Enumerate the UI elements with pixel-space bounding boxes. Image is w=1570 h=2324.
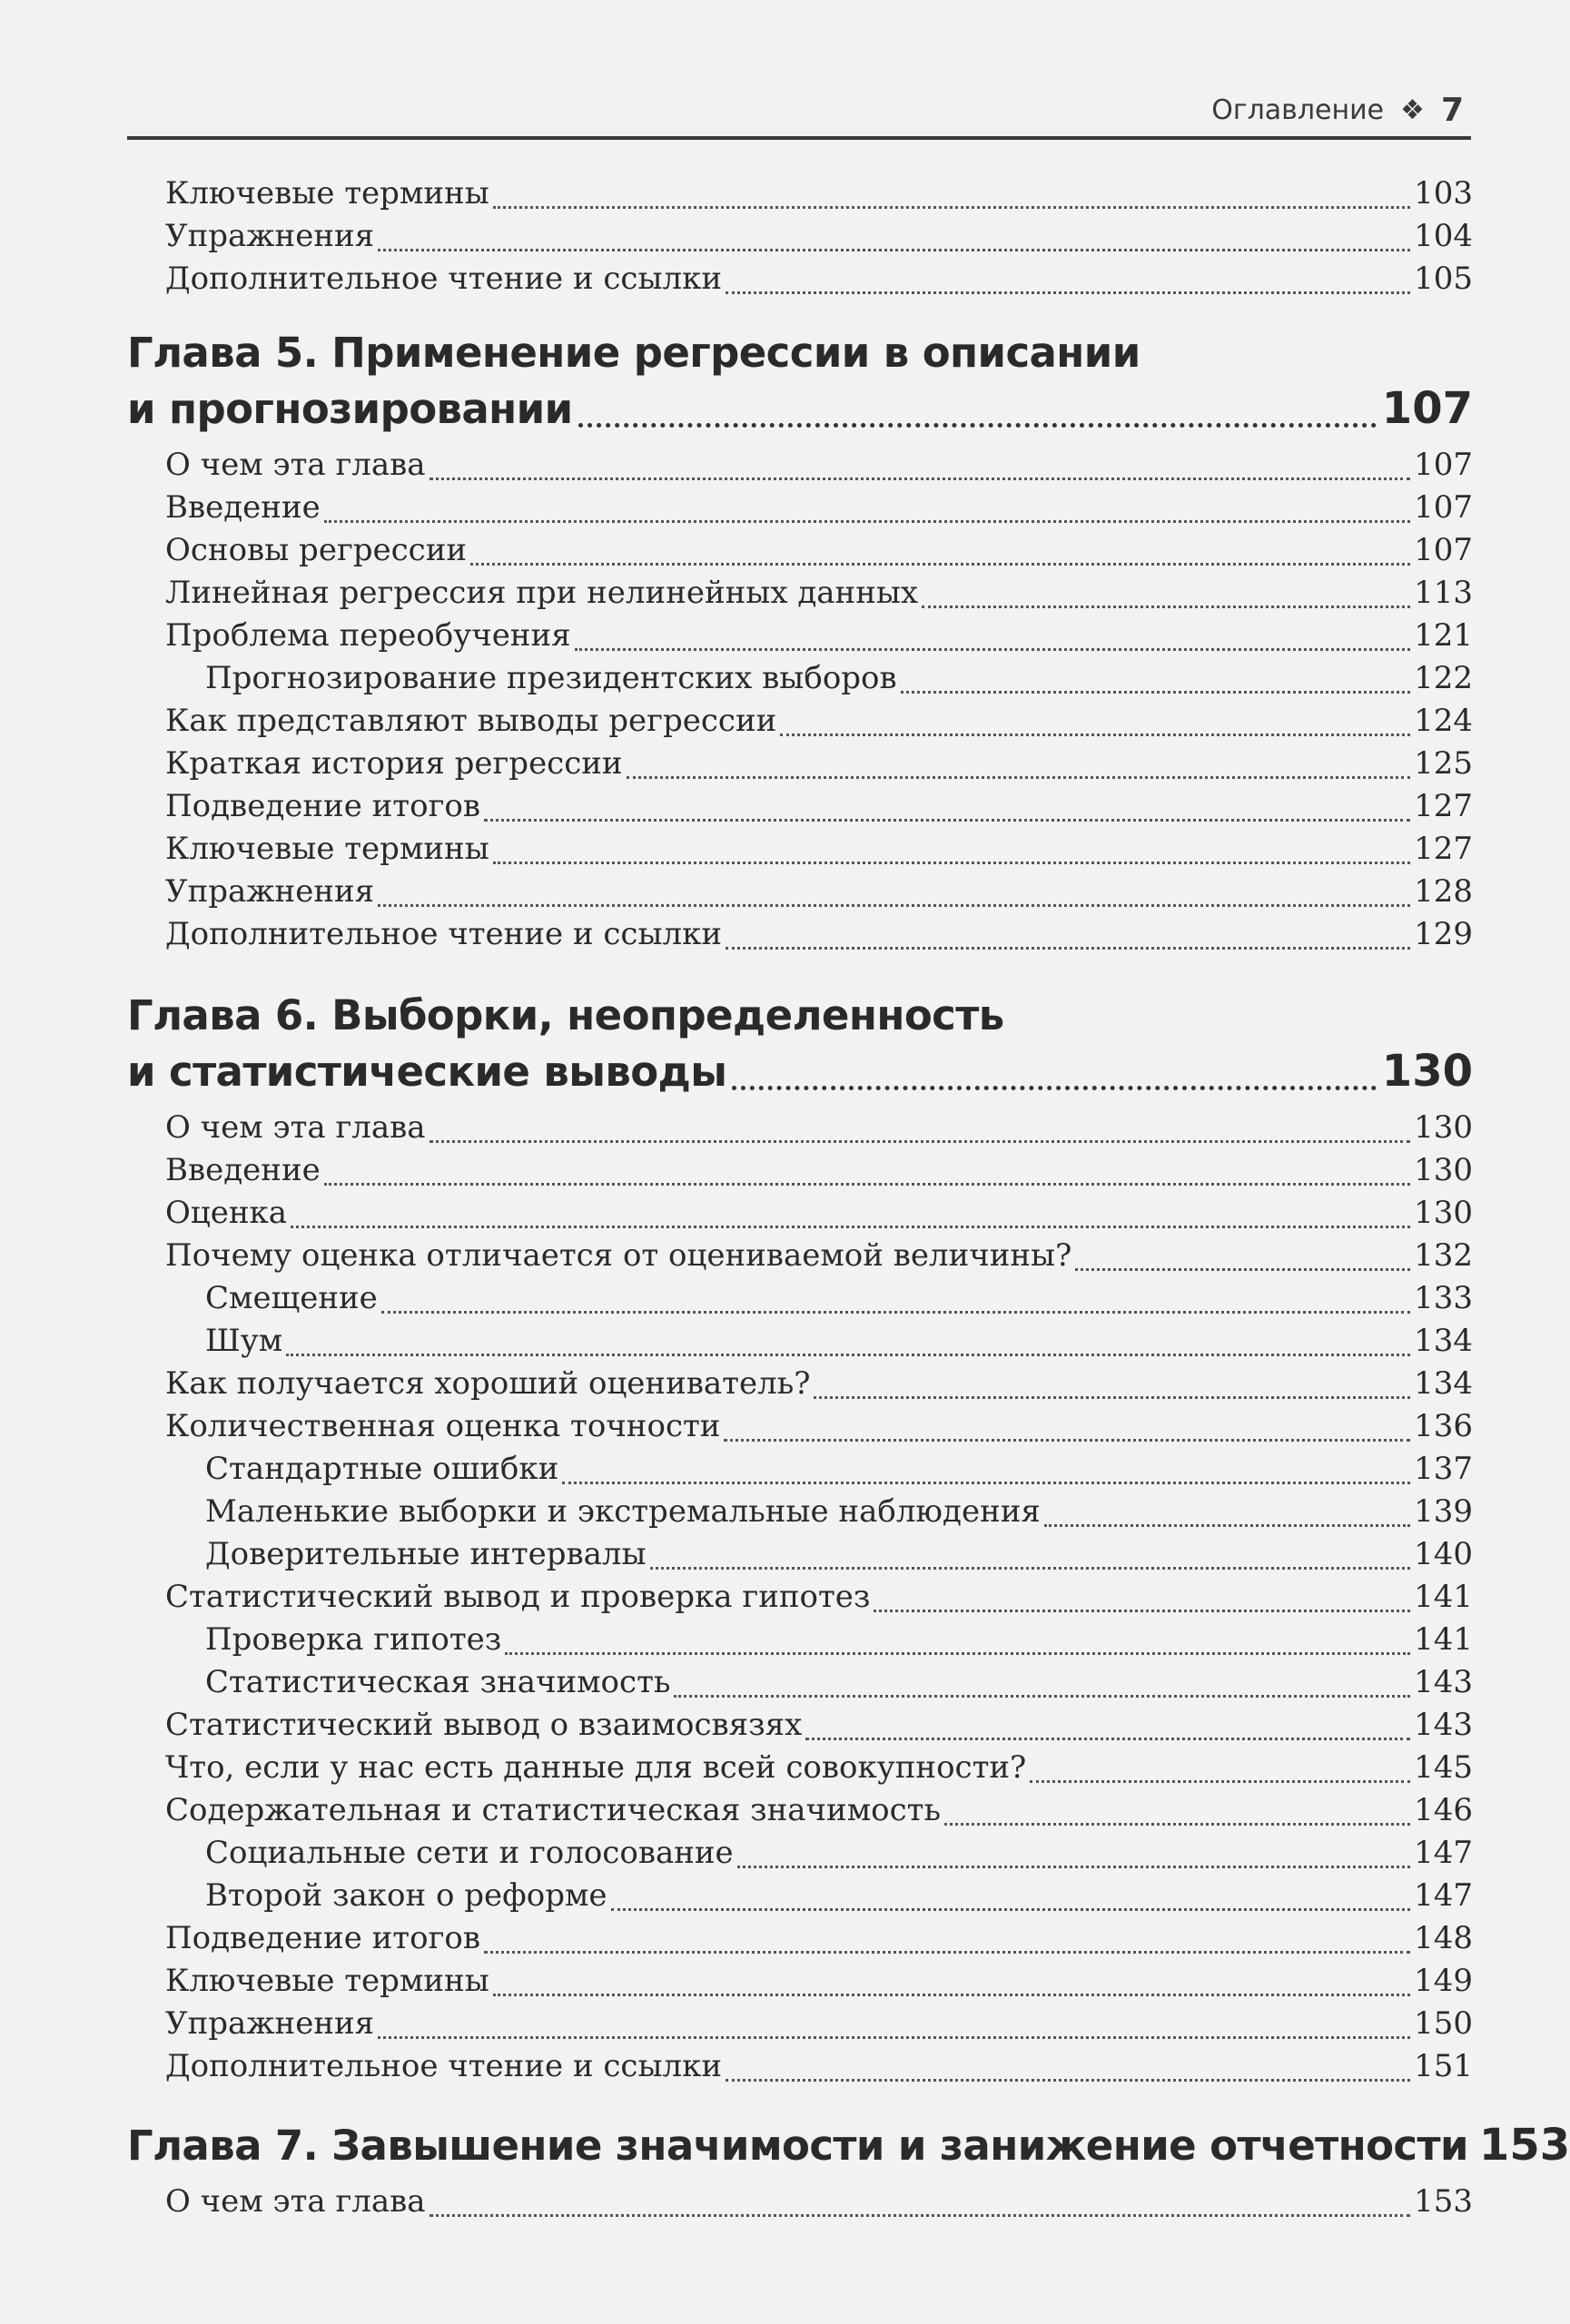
toc-entry-label: Подведение итогов [165,1920,480,1956]
toc-entry-page: 130 [1414,1152,1473,1188]
toc-entry-page: 150 [1414,2005,1473,2042]
toc-entry-label: Стандартные ошибки [205,1451,559,1487]
page-number: 7 [1440,91,1464,129]
toc-entry [165,871,1473,912]
dot-leader [493,1966,1410,1996]
dot-leader [724,1412,1410,1442]
toc-entry-page: 125 [1414,745,1473,782]
dot-leader [378,222,1410,251]
toc-entry-page: 107 [1414,532,1473,568]
running-title: Оглавление [1211,94,1385,126]
dot-leader [378,877,1410,907]
toc-entry-page: 141 [1414,1621,1473,1658]
toc-entry-page: 127 [1414,831,1473,867]
chapter-title-row: и прогнозировании 107 [127,383,1473,434]
toc-entry-label: Смещение [205,1280,378,1316]
dot-leader [493,179,1410,209]
toc-subentry [205,1875,1473,1916]
toc-entry-page: 124 [1414,703,1473,739]
toc-entry-label: Маленькие выборки и экстремальные наблюдения [205,1493,1041,1530]
chapter-title-row: Глава 7. Завышение значимости и занижение отчетности 153 [127,2120,1570,2171]
dot-leader [944,1796,1410,1826]
dot-leader [578,390,1377,428]
toc-entry-label: Прогнозирование президентских выборов [205,660,897,696]
toc-subentry [205,1320,1473,1362]
dot-leader [324,1156,1410,1186]
toc-entry-label: Ключевые термины [165,175,489,212]
toc-entry [165,1107,1473,1148]
toc-entry [165,1149,1473,1191]
toc-entry [165,913,1473,955]
toc-entry [165,615,1473,656]
chapter-title: Глава 5. Применение регрессии в описании [127,329,1140,377]
toc-entry-label: Статистический вывод и проверка гипотез [165,1579,871,1615]
toc-entry [165,1960,1473,2002]
dot-leader [484,792,1410,822]
toc-entry [165,215,1473,257]
dot-leader [737,1838,1410,1868]
toc-entry [165,1576,1473,1618]
toc-entry-label: Упражнения [165,873,375,910]
toc-entry [165,1405,1473,1447]
dot-leader [650,1540,1411,1570]
toc-entry [165,785,1473,827]
toc-entry-page: 153 [1414,2183,1473,2220]
toc-subentry [205,1448,1473,1490]
toc-entry-page: 140 [1414,1536,1473,1572]
toc-entry-label: Как получается хороший оцениватель? [165,1365,811,1402]
toc-entry-label: Линейная регрессия при нелинейных данных [165,575,919,611]
toc-entry-page: 146 [1414,1792,1473,1828]
toc-entry-label: Краткая история регрессии [165,745,623,782]
toc-entry [165,529,1473,571]
dot-leader [901,664,1410,694]
toc-entry-page: 137 [1414,1451,1473,1487]
toc-entry-label: О чем эта глава [165,1109,426,1146]
toc-entry [165,2003,1473,2044]
toc-subentry [205,1661,1473,1703]
toc-entry [165,172,1473,214]
toc-entry-page: 121 [1414,617,1473,654]
toc-entry-page: 143 [1414,1707,1473,1743]
dot-leader [780,706,1410,736]
toc-entry-page: 107 [1414,489,1473,526]
toc-entry [165,1789,1473,1831]
toc-entry-label: Почему оценка отличается от оцениваемой величины? [165,1237,1072,1274]
toc-entry-page: 127 [1414,788,1473,824]
toc-entry [165,1704,1473,1746]
dot-leader [562,1454,1410,1484]
toc-entry-page: 133 [1414,1280,1473,1316]
toc-entry-label: Дополнительное чтение и ссылки [165,261,723,297]
dot-leader [575,621,1411,651]
toc-entry-page: 134 [1414,1323,1473,1359]
toc-entry-label: Оценка [165,1195,288,1231]
toc-entry-label: Статистическая значимость [205,1664,671,1700]
toc-entry-label: Количественная оценка точности [165,1408,721,1444]
dot-leader [493,834,1410,864]
dot-leader [286,1326,1410,1356]
toc-entry-label: Шум [205,1323,283,1359]
toc-entry-label: Основы регрессии [165,532,468,568]
toc-entry [165,258,1473,300]
toc-entry [165,743,1473,784]
toc-entry [165,1363,1473,1404]
toc-subentry [205,1619,1473,1660]
toc-entry-page: 136 [1414,1408,1473,1444]
toc-entry-label: Содержательная и статистическая значимость [165,1792,941,1828]
dot-leader [611,1881,1411,1911]
toc-entry [165,700,1473,742]
toc-entry-page: 141 [1414,1579,1473,1615]
dot-leader [430,1113,1411,1143]
toc-entry-page: 147 [1414,1877,1473,1914]
toc-subentry [205,657,1473,699]
dot-leader [674,1668,1410,1698]
dot-leader [324,493,1410,523]
toc-entry-label: Проверка гипотез [205,1621,502,1658]
dot-leader [470,536,1410,566]
toc-entry-page: 129 [1414,916,1473,952]
dot-leader [484,1924,1410,1954]
toc-entry-page: 130 [1414,1109,1473,1146]
toc-entry-page: 128 [1414,873,1473,910]
toc-entry-label: Ключевые термины [165,1963,489,1999]
toc-entry [165,572,1473,614]
toc-entry-page: 145 [1414,1749,1473,1786]
dot-leader [291,1198,1410,1228]
toc-entry-label: О чем эта глава [165,447,426,483]
toc-entry-label: Дополнительное чтение и ссылки [165,916,723,952]
toc-entry-page: 103 [1414,175,1473,212]
dot-leader [726,264,1410,294]
toc-entry-label: Введение [165,1152,321,1188]
toc-entry-label: Подведение итогов [165,788,480,824]
toc-entry-label: Проблема переобучения [165,617,571,654]
toc-entry [165,1192,1473,1234]
dot-leader [505,1625,1410,1655]
toc-entry-label: Дополнительное чтение и ссылки [165,2048,723,2084]
dot-leader [726,920,1410,950]
dot-leader [814,1369,1410,1399]
toc-entry-page: 147 [1414,1835,1473,1871]
chapter-title: Глава 6. Выборки, неопределенность [127,991,1004,1039]
toc-entry [165,828,1473,870]
toc-entry-label: Упражнения [165,2005,375,2042]
toc-entry [165,1917,1473,1959]
dot-leader [378,2009,1410,2039]
toc-entry [165,487,1473,528]
toc-entry [165,1235,1473,1276]
toc-subentry [205,1533,1473,1575]
ornament-icon: ❖ [1400,94,1425,126]
toc-entry-page: 149 [1414,1963,1473,1999]
dot-leader [805,1710,1410,1740]
toc-entry-label: Введение [165,489,321,526]
toc-subentry [205,1491,1473,1532]
toc-entry-label: Доверительные интервалы [205,1536,647,1572]
toc-entry-page: 107 [1414,447,1473,483]
toc-entry-page: 132 [1414,1237,1473,1274]
toc-subentry [205,1832,1473,1874]
dot-leader [1044,1497,1410,1527]
dot-leader [922,578,1410,608]
dot-leader [726,2052,1410,2082]
dot-leader [381,1284,1410,1314]
toc-entry-page: 130 [1414,1195,1473,1231]
dot-leader [732,1053,1376,1090]
toc-subentry [205,1277,1473,1319]
chapter-title-row: и статистические выводы 130 [127,1046,1473,1097]
toc-entry-label: Что, если у нас есть данные для всей совокупности? [165,1749,1027,1786]
toc-entry [165,444,1473,486]
dot-leader [430,2187,1411,2217]
toc-entry-page: 113 [1414,575,1473,611]
toc-entry-label: Статистический вывод о взаимосвязях [165,1707,803,1743]
dot-leader [627,749,1411,779]
toc-entry-page: 104 [1414,218,1473,254]
toc-entry-label: Упражнения [165,218,375,254]
toc-entry-page: 134 [1414,1365,1473,1402]
dot-leader [1075,1241,1410,1271]
toc-entry-label: Второй закон о реформе [205,1877,607,1914]
toc-entry-page: 105 [1414,261,1473,297]
toc-entry-page: 151 [1414,2048,1473,2084]
dot-leader [1030,1753,1410,1783]
toc-entry-page: 148 [1414,1920,1473,1956]
toc-entry-label: Социальные сети и голосование [205,1835,734,1871]
toc-entry-page: 122 [1414,660,1473,696]
toc-entry-page: 139 [1414,1493,1473,1530]
toc-entry [165,1747,1473,1788]
dot-leader [430,450,1411,480]
toc-entry [165,2045,1473,2087]
dot-leader [874,1582,1410,1612]
toc-entry-label: Как представляют выводы регрессии [165,703,777,739]
toc-entry [165,2181,1473,2222]
toc-entry-label: Ключевые термины [165,831,489,867]
toc-entry-label: О чем эта глава [165,2183,426,2220]
toc-entry-page: 143 [1414,1664,1473,1700]
